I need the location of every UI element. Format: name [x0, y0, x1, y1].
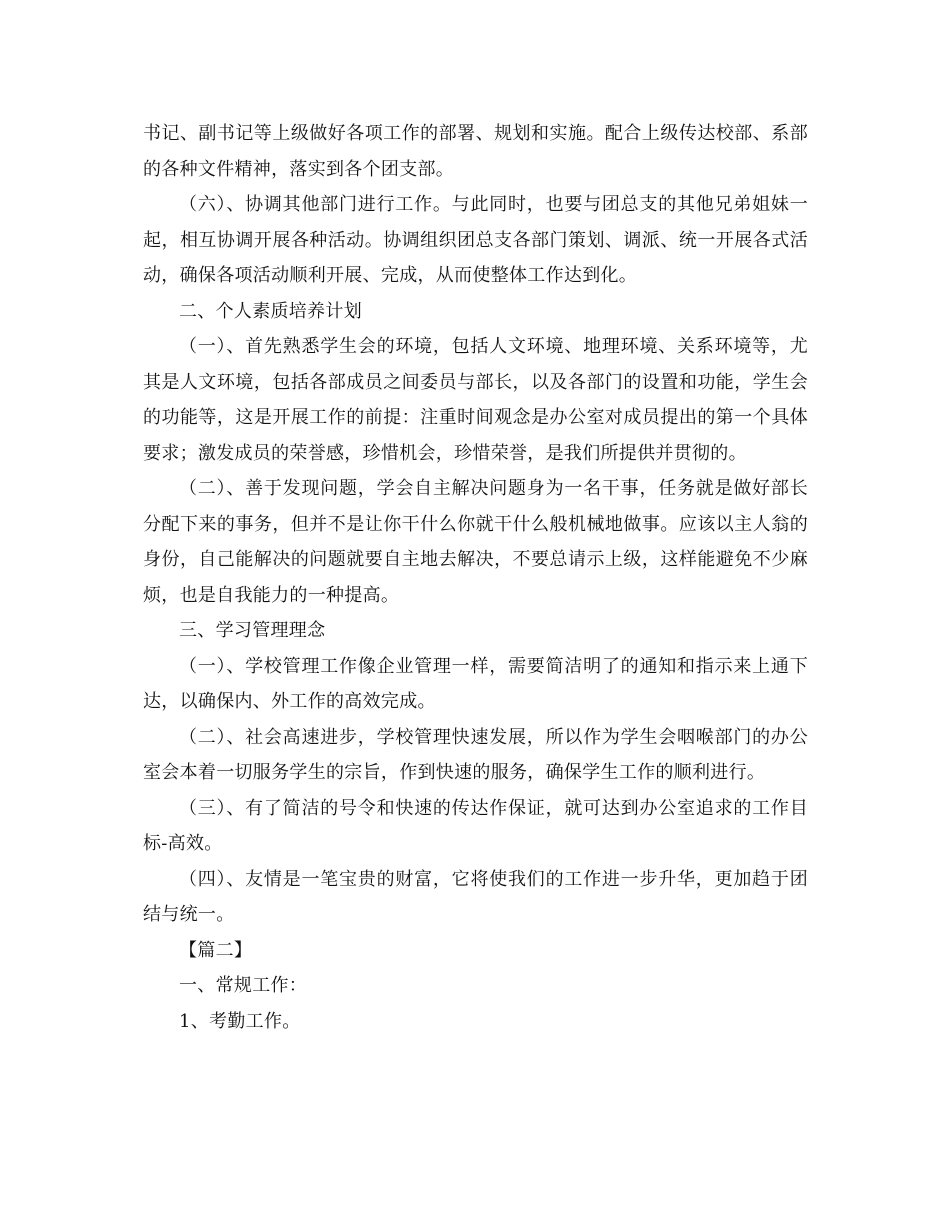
paragraph-continuation: 书记、副书记等上级做好各项工作的部署、规划和实施。配合上级传达校部、系部的各种文件精神，落实到各个团支部。	[143, 123, 808, 180]
paragraph-quality-two: （二）、善于发现问题，学会自主解决问题身为一名干事，任务就是做好部长分配下来的事务，但并不是让你干什么你就干什么般机械地做事。应该以主人翁的身份，自己能解决的问题就要自主地去解决，不要总请示上级，这样能避免不少麻烦，也是自我能力的一种提高。	[143, 478, 808, 606]
list-item-attendance: 1、考勤工作。	[179, 1010, 301, 1032]
paragraph-item-six: （六）、协调其他部门进行工作。与此同时，也要与团总支的其他兄弟姐妹一起，相互协调开展各种活动。协调组织团总支各部门策划、调派、统一开展各式活动，确保各项活动顺利开展、完成，从而使整体工作达到化。	[143, 194, 808, 286]
section-heading-routine-work: 一、常规工作：	[179, 975, 308, 996]
paragraph-quality-one: （一）、首先熟悉学生会的环境，包括人文环境、地理环境、关系环境等，尤其是人文环境，包括各部成员之间委员与部长，以及各部门的设置和功能，学生会的功能等，这是开展工作的前提：注重时间观念是办公室对成员提出的第一个具体要求；激发成员的荣誉感，珍惜机会，珍惜荣誉，是我们所提供并贯彻的。	[143, 336, 808, 464]
paragraph-management-three: （三）、有了简洁的号令和快速的传达作保证，就可达到办公室追求的工作目标-高效。	[143, 797, 808, 854]
part-heading: 【篇二】	[179, 939, 253, 961]
section-heading-management: 三、学习管理理念	[179, 620, 326, 641]
paragraph-management-one: （一）、学校管理工作像企业管理一样，需要简洁明了的通知和指示来上通下达，以确保内、外工作的高效完成。	[143, 655, 808, 712]
section-heading-personal-quality: 二、个人素质培养计划	[179, 300, 362, 322]
paragraph-management-two: （二）、社会高速进步，学校管理快速发展，所以作为学生会咽喉部门的办公室会本着一切服务学生的宗旨，作到快速的服务，确保学生工作的顺利进行。	[143, 726, 808, 783]
paragraph-management-four: （四）、友情是一笔宝贵的财富，它将使我们的工作进一步升华，更加趋于团结与统一。	[143, 868, 808, 925]
document-body	[143, 116, 808, 1039]
